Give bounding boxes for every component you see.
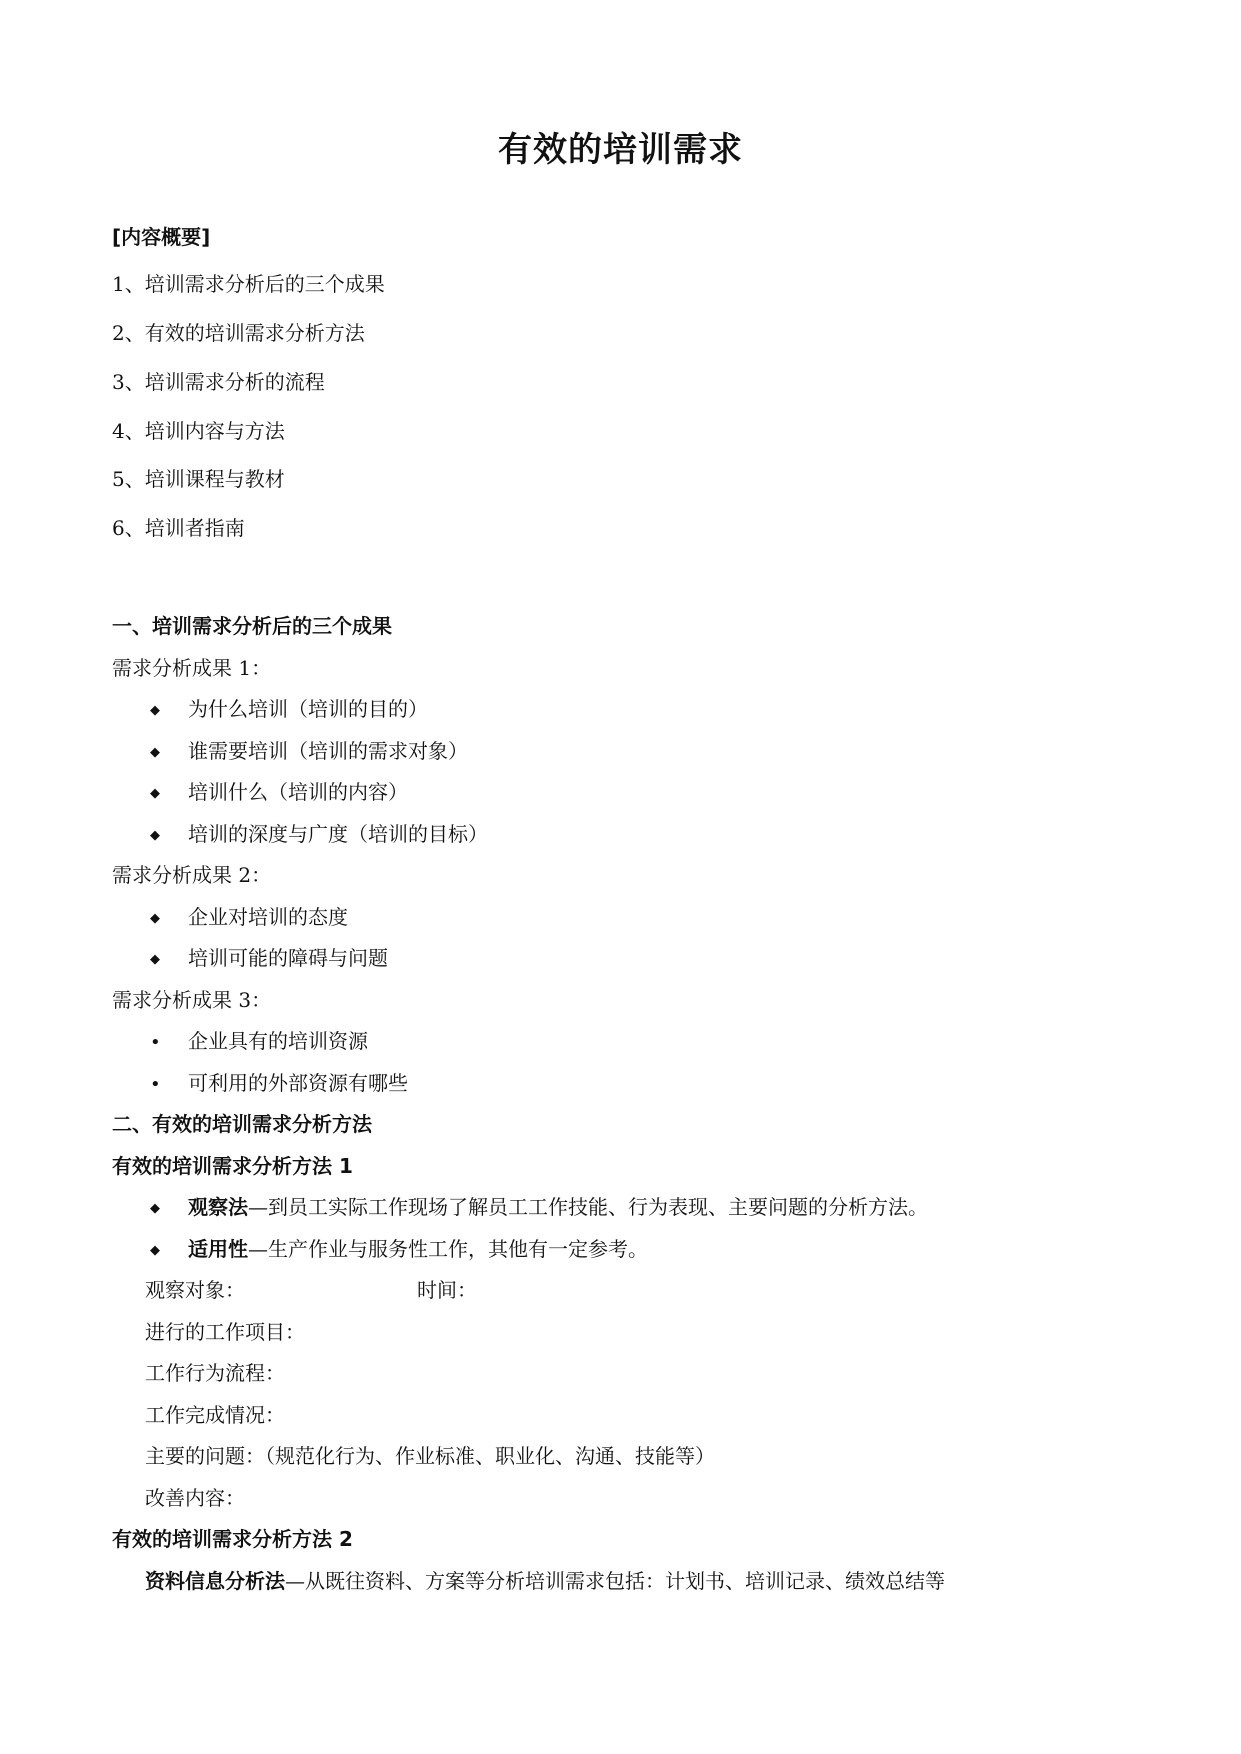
form-field-label: 观察对象： — [145, 1278, 245, 1302]
list-item: ◆ 谁需要培训（培训的需求对象） — [150, 737, 468, 767]
section-heading: 一、培训需求分析后的三个成果 — [112, 614, 392, 638]
form-field-label: 工作行为流程： — [145, 1361, 285, 1385]
list-item: ◆ 观察法—到员工实际工作现场了解员工工作技能、行为表现、主要问题的分析方法。 — [150, 1193, 928, 1223]
list-item: ◆ 培训什么（培训的内容） — [150, 778, 408, 808]
document-title: 有效的培训需求 — [498, 130, 743, 170]
overview-heading: [内容概要] — [112, 225, 211, 249]
list-item: ◆ 培训可能的障碍与问题 — [150, 944, 388, 974]
diamond-bullet-icon: ◆ — [150, 828, 160, 843]
term: 资料信息分析法 — [145, 1569, 285, 1593]
diamond-bullet-icon: ◆ — [150, 911, 160, 926]
dot-bullet-icon: • — [150, 1032, 161, 1053]
form-field-label: 时间： — [417, 1278, 477, 1302]
method-description: 资料信息分析法—从既往资料、方案等分析培训需求包括：计划书、培训记录、绩效总结等 — [145, 1569, 945, 1593]
result-label: 需求分析成果 2： — [112, 863, 272, 887]
diamond-bullet-icon: ◆ — [150, 952, 160, 967]
result-label: 需求分析成果 1： — [112, 656, 272, 680]
list-item: ◆ 培训的深度与广度（培训的目标） — [150, 820, 488, 850]
dot-bullet-icon: • — [150, 1074, 161, 1095]
section-heading: 二、有效的培训需求分析方法 — [112, 1112, 372, 1136]
toc-item: 5、培训课程与教材 — [112, 467, 285, 491]
diamond-bullet-icon: ◆ — [150, 745, 160, 760]
list-item: ◆ 企业对培训的态度 — [150, 903, 348, 933]
form-field-label: 进行的工作项目： — [145, 1320, 305, 1344]
form-field-label: 改善内容： — [145, 1486, 245, 1510]
diamond-bullet-icon: ◆ — [150, 703, 160, 718]
toc-item: 4、培训内容与方法 — [112, 419, 285, 443]
list-item: • 可利用的外部资源有哪些 — [150, 1069, 408, 1099]
toc-item: 2、有效的培训需求分析方法 — [112, 321, 365, 345]
term: 适用性 — [188, 1237, 248, 1261]
diamond-bullet-icon: ◆ — [150, 1201, 160, 1216]
toc-item: 1、培训需求分析后的三个成果 — [112, 272, 385, 296]
diamond-bullet-icon: ◆ — [150, 786, 160, 801]
form-field-label: 工作完成情况： — [145, 1403, 285, 1427]
form-field-label: 主要的问题：（规范化行为、作业标准、职业化、沟通、技能等） — [145, 1444, 715, 1468]
list-item: • 企业具有的培训资源 — [150, 1027, 368, 1057]
term: 观察法 — [188, 1195, 248, 1219]
list-item: ◆ 为什么培训（培训的目的） — [150, 695, 428, 725]
diamond-bullet-icon: ◆ — [150, 1243, 160, 1258]
result-label: 需求分析成果 3： — [112, 988, 272, 1012]
method-heading: 有效的培训需求分析方法 1 — [112, 1154, 353, 1178]
toc-item: 6、培训者指南 — [112, 516, 245, 540]
toc-item: 3、培训需求分析的流程 — [112, 370, 325, 394]
method-heading: 有效的培训需求分析方法 2 — [112, 1527, 353, 1551]
list-item: ◆ 适用性—生产作业与服务性工作，其他有一定参考。 — [150, 1235, 648, 1265]
